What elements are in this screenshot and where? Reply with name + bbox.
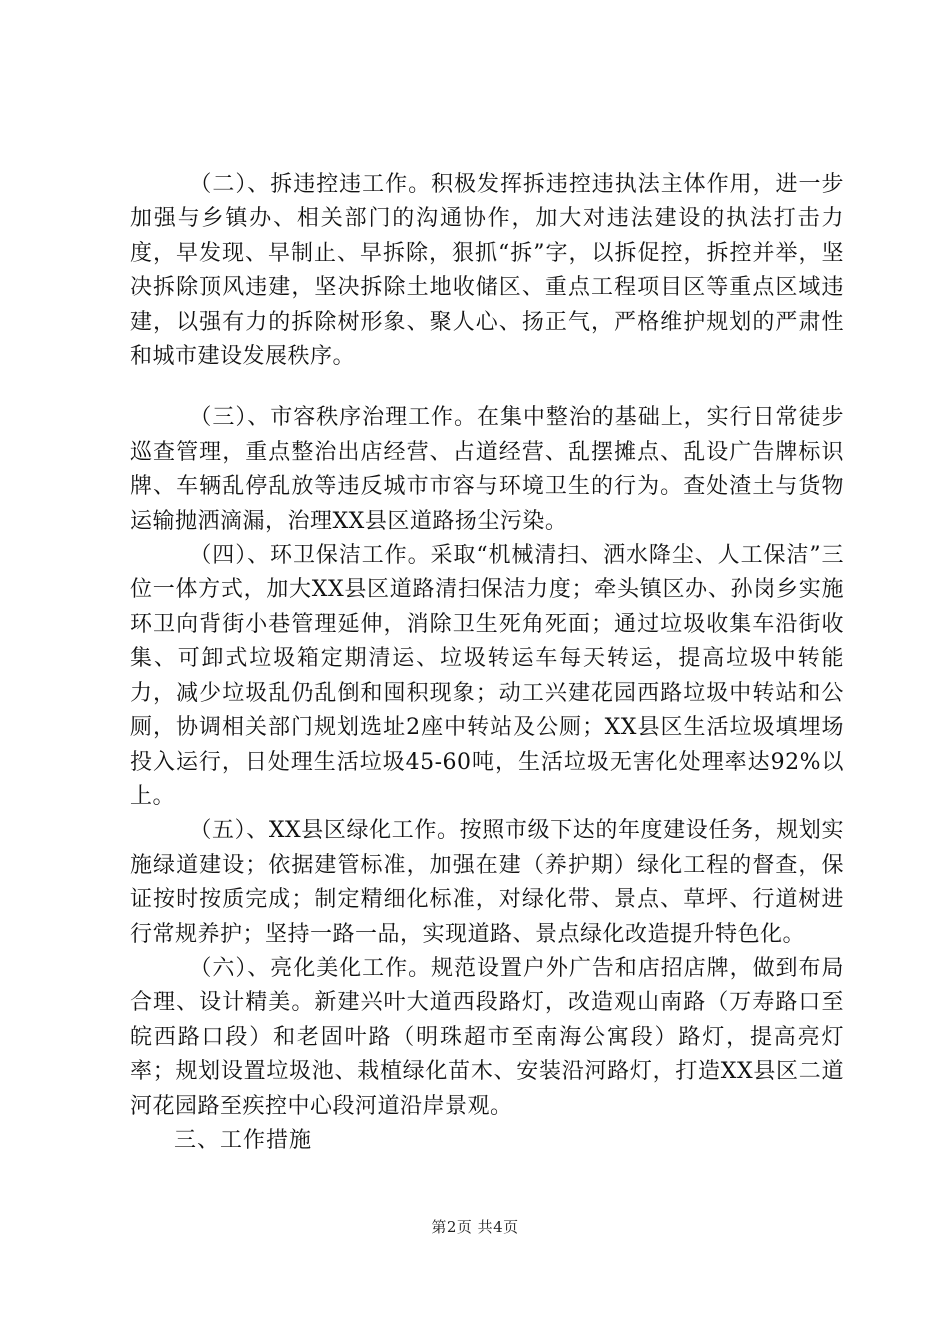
paragraph-lighting: （六）、亮化美化工作。规范设置户外广告和店招店牌，做到布局合理、设计精美。新建兴叶大道西段路灯，改造观山南路（万寿路口至皖西路口段）和老固叶路（明珠超市至南海公寓段）路灯，提高亮灯率；规划设置垃圾池、栽植绿化苗木、安装沿河路灯，打造XX县区二道河花园路至疾控中心段河道沿岸景观。 <box>130 955 844 1119</box>
section-heading-measures: 三、工作措施 <box>174 1127 313 1153</box>
document-body <box>130 168 844 1158</box>
page-number-footer: 第2页 共4页 <box>431 1218 519 1236</box>
paragraph-greening: （五）、XX县区绿化工作。按照市级下达的年度建设任务，规划实施绿道建设；依据建管标准，加强在建（养护期）绿化工程的督查，保证按时按质完成；制定精细化标准，对绿化带、景点、草坪、行道树进行常规养护；坚持一路一品，实现道路、景点绿化改造提升特色化。 <box>130 818 844 947</box>
paragraph-city-order: （三）、市容秩序治理工作。在集中整治的基础上，实行日常徒步巡查管理，重点整治出店经营、占道经营、乱摆摊点、乱设广告牌标识牌、车辆乱停乱放等违反城市市容与环境卫生的行为。查处渣土与货物运输抛洒滴漏，治理XX县区道路扬尘污染。 <box>130 405 844 534</box>
paragraph-sanitation: （四）、环卫保洁工作。采取“机械清扫、洒水降尘、人工保洁”三位一体方式，加大XX县区道路清扫保洁力度；牵头镇区办、孙岗乡实施环卫向背街小巷管理延伸，消除卫生死角死面；通过垃圾收集车沿街收集、可卸式垃圾箱定期清运、垃圾转运车每天转运，提高垃圾中转能力，减少垃圾乱仍乱倒和囤积现象；动工兴建花园西路垃圾中转站和公厕，协调相关部门规划选址2座中转站及公厕；XX县区生活垃圾填埋场投入运行，日处理生活垃圾45-60吨，生活垃圾无害化处理率达92%以上。 <box>130 543 844 809</box>
paragraph-demolition-control: （二）、拆违控违工作。积极发挥拆违控违执法主体作用，进一步加强与乡镇办、相关部门的沟通协作，加大对违法建设的执法打击力度，早发现、早制止、早拆除，狠抓“拆”字，以拆促控，拆控并举，坚决拆除顶风违建，坚决拆除土地收储区、重点工程项目区等重点区域违建，以强有力的拆除树形象、聚人心、扬正气，严格维护规划的严肃性和城市建设发展秩序。 <box>130 172 844 370</box>
